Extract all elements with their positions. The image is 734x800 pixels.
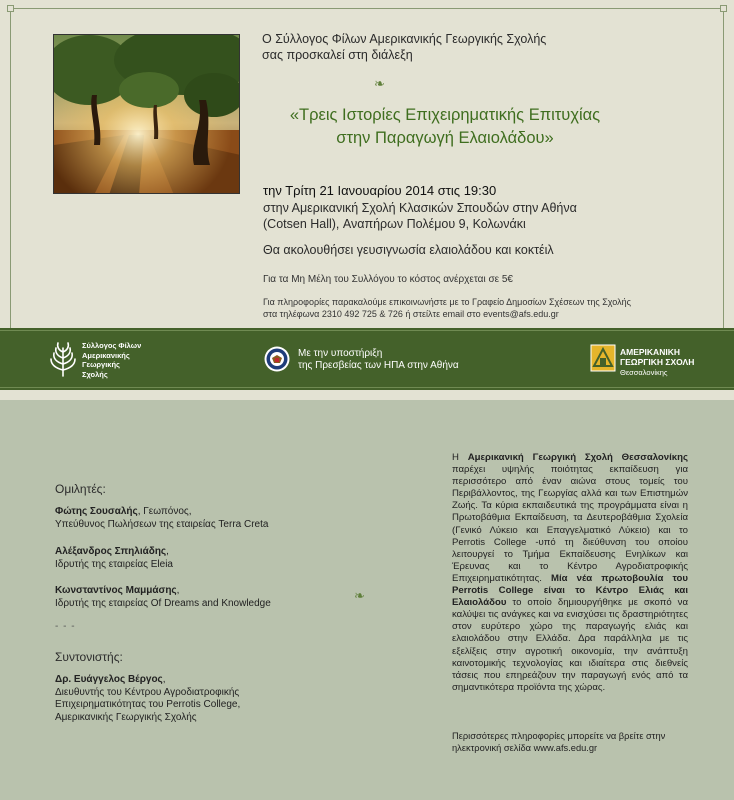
speaker-name: Φώτης Σουσαλής bbox=[55, 506, 138, 517]
logo-line: Σύλλογος Φίλων bbox=[82, 341, 142, 350]
frame-corner bbox=[720, 5, 727, 12]
intro-text bbox=[262, 31, 546, 63]
leaf-ornament-icon: ❧ bbox=[354, 588, 365, 603]
speaker-name: Αλέξανδρος Σπηλιάδης bbox=[55, 546, 167, 557]
about-olive-center: Μία νέα πρωτοβουλία του Perrotis College είναι το Κέντρο Ελιάς και Ελαιολάδου bbox=[452, 572, 688, 609]
contact-info bbox=[263, 296, 631, 320]
afs-school-logo-icon bbox=[590, 344, 616, 372]
more-info-line: ηλεκτρονική σελίδα www.afs.edu.gr bbox=[452, 743, 598, 753]
speaker-name: Κωνσταντίνος Μαμμάσης bbox=[55, 585, 177, 596]
logo-line: ΑΜΕΡΙΚΑΝΙΚΗ bbox=[620, 347, 680, 357]
speaker-role: , bbox=[176, 585, 180, 596]
more-info-line: Περισσότερες πληροφορίες μπορείτε να βρείτε στην bbox=[452, 731, 666, 741]
us-embassy-seal-icon bbox=[264, 346, 290, 372]
moderator-label: Συντονιστής: bbox=[55, 650, 123, 664]
tasting-note: Θα ακολουθήσει γευσιγνωσία ελαιολάδου και κοκτέιλ bbox=[263, 243, 554, 257]
logo-line: Σχολής bbox=[82, 369, 108, 379]
embassy-support-text bbox=[298, 348, 459, 372]
speakers-label: Ομιλητές: bbox=[55, 482, 106, 496]
logo-line: Γεωργικής bbox=[82, 360, 120, 369]
support-line: της Πρεσβείας των ΗΠΑ στην Αθήνα bbox=[298, 360, 459, 371]
logo-line: Θεσσαλονίκης bbox=[620, 368, 668, 377]
venue-line: (Cotsen Hall), Αναπήρων Πολέμου 9, Κολωνάκι bbox=[263, 217, 526, 231]
speaker-role: Ιδρυτής της εταιρείας Eleia bbox=[55, 558, 173, 570]
friends-association-logo-text bbox=[82, 341, 141, 379]
moderator-role: Επιχειρηματικότητας του Perrotis College, bbox=[55, 699, 241, 710]
moderator-entry bbox=[55, 674, 240, 724]
more-info-text bbox=[452, 730, 688, 754]
about-school-name: Αμερικανική Γεωργική Σχολή Θεσσαλονίκης bbox=[467, 452, 688, 463]
speaker-entry bbox=[55, 506, 268, 531]
contact-line: Για πληροφορίες παρακαλούμε επικοινωνήστε με το Γραφείο Δημοσίων Σχέσεων της Σχολής bbox=[263, 297, 631, 307]
speaker-entry bbox=[55, 585, 271, 610]
details-panel bbox=[0, 400, 734, 800]
speaker-role: , Γεωπόνος, bbox=[137, 506, 192, 517]
intro-line: σας προσκαλεί στη διάλεξη bbox=[262, 48, 413, 62]
speaker-entry bbox=[55, 546, 173, 571]
speaker-role: Υπεύθυνος Πωλήσεων της εταιρείας Terra Creta bbox=[55, 518, 269, 530]
title-line: «Τρεις Ιστορίες Επιχειρηματικής Επιτυχίας bbox=[289, 106, 601, 124]
logo-line: Αμερικανικής bbox=[82, 350, 130, 360]
event-venue bbox=[263, 200, 577, 232]
logo-line: ΓΕΩΡΓΙΚΗ ΣΧΟΛΗ bbox=[620, 357, 695, 367]
lecture-title bbox=[255, 104, 635, 150]
olive-grove-photo bbox=[53, 34, 240, 194]
venue-line: στην Αμερικανική Σχολή Κλασικών Σπουδών στην Αθήνα bbox=[263, 201, 577, 215]
moderator-name: Δρ. Ευάγγελος Βέργος bbox=[55, 674, 163, 685]
moderator-suffix: , bbox=[162, 674, 166, 685]
moderator-role: Αμερικανικής Γεωργικής Σχολής bbox=[55, 711, 197, 723]
cost-note: Για τα Μη Μέλη του Συλλόγου το κόστος ανέρχεται σε 5€ bbox=[263, 274, 513, 285]
speaker-role: Ιδρυτής της εταιρείας Of Dreams and Knowledge bbox=[55, 597, 271, 609]
speaker-role: , bbox=[166, 546, 169, 557]
support-line: Με την υποστήριξη bbox=[298, 348, 383, 359]
sponsor-band bbox=[0, 328, 734, 390]
contact-line: στα τηλέφωνα 2310 492 725 & 726 ή στείλτε email στο events@afs.edu.gr bbox=[263, 309, 559, 319]
about-text: Η bbox=[452, 452, 468, 463]
about-text: παρέχει υψηλής ποιότητας εκπαίδευση για περισσότερο από έναν αιώνα στους τομείς του Περιβάλλοντος, της Γεωργίας αλλά και των Επιστημών Ζωής. Τα κύρια εκπαιδευτικά της προγράμματα είναι η Πρωτοβάθμια Εκπαίδευση, τα Δευτεροβάθμια Σχολεία (Γενικό Λύκειο και Επαγγελματικό Λύκειο) και το Perrotis College -υπό τη διεύθυνση του οποίου λειτουργεί το Τμήμα Εκπαίδευσης Ενηλίκων και Έρευνας και το Κέντρο Αγροδιατροφικής Επιχειρηματικότητας. bbox=[452, 464, 688, 584]
about-school-text bbox=[452, 452, 688, 694]
separator-dashes: - - - bbox=[55, 621, 76, 632]
frame-corner bbox=[7, 5, 14, 12]
title-line: στην Παραγωγή Ελαιολάδου» bbox=[336, 129, 554, 147]
about-text: το οποίο δημιουργήθηκε με σκοπό να καλύψει τις ανάγκες και να ενισχύσει τις δραστηριότητες στον ευρύτερο χώρο της παραγωγής ελιάς και ελαιολάδου στην Ελλάδα. Δρα παράλληλα με τις εξελίξεις στην αγροτική οικονομία, την ανάπτυξη καινοτομικής τεχνολογίας και ιδιαίτερα στις διεθνείς τάσεις που επηρεάζουν την παραγωγή ενός από τα σημαντικότερα προϊόντα της χώρας. bbox=[452, 597, 688, 693]
afs-school-logo-text bbox=[620, 347, 694, 378]
leaf-ornament-icon: ❧ bbox=[374, 76, 385, 91]
moderator-role: Διευθυντής του Κέντρου Αγροδιατροφικής bbox=[55, 686, 240, 698]
wheat-logo-icon bbox=[46, 340, 80, 378]
event-date: την Τρίτη 21 Ιανουαρίου 2014 στις 19:30 bbox=[263, 183, 497, 198]
intro-line: Ο Σύλλογος Φίλων Αμερικανικής Γεωργικής Σχολής bbox=[262, 32, 547, 46]
